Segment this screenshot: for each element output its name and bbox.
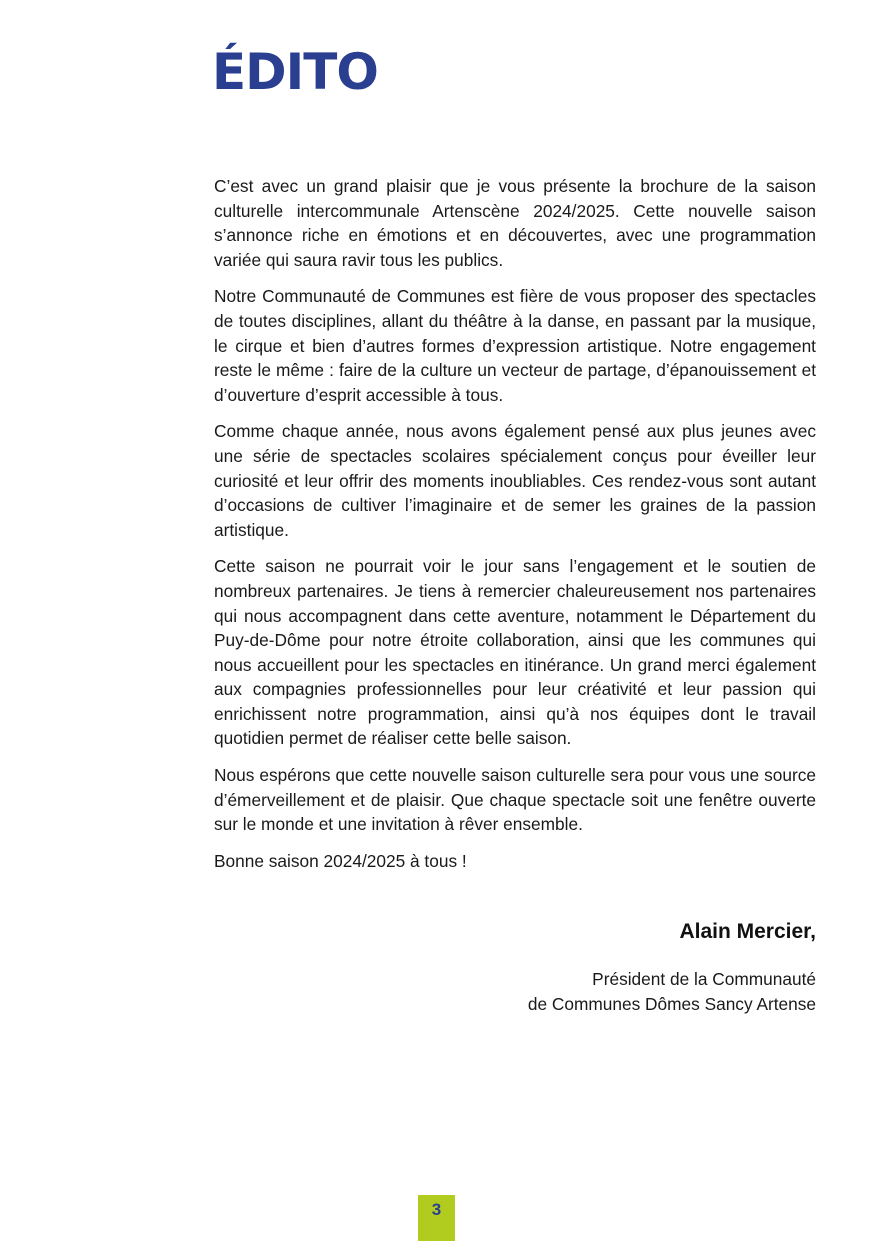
page-title: ÉDITO [212, 43, 378, 101]
paragraph-wishes: Nous espérons que cette nouvelle saison culturelle sera pour vous une source d’émerveillement et de plaisir. Que chaque spectacle soit une fenêtre ouverte sur le monde et une invitation à rêver ensemble. [214, 765, 816, 835]
paragraph-partners: Cette saison ne pourrait voir le jour sans l’engagement et le soutien de nombreux partenaires. Je tiens à remercier chaleureusement nos partenaires qui nous accompagnent dans cette aventure, notamment le Département du Puy-de-Dôme pour notre étroite collaboration, ainsi que les communes qui nous accueillent pour les spectacles en itinérance. Un grand merci également aux compagnies professionnelles pour leur créativité et leur passion qui enrichissent notre programmation, ainsi qu’à nos équipes dont le travail quotidien permet de réaliser cette belle saison. [214, 556, 816, 749]
signature-name: Alain Mercier, [679, 920, 816, 943]
signature-role-line-1: Président de la Communauté [592, 969, 816, 989]
paragraph-young-audience: Comme chaque année, nous avons également pensé aux plus jeunes avec une série de spectacles scolaires spécialement conçus pour éveiller leur curiosité et leur offrir des moments inoubliables. Ces rendez-vous sont autant d’occasions de cultiver l’imaginaire et de semer les graines de la passion artistique. [214, 421, 816, 540]
page-number-badge: 3 [418, 1195, 455, 1241]
editorial-body [214, 174, 816, 885]
signature-role-line-2: de Communes Dômes Sancy Artense [527, 994, 816, 1014]
signature-block [214, 917, 816, 1017]
paragraph-closing: Bonne saison 2024/2025 à tous ! [214, 850, 467, 871]
paragraph-intro: C’est avec un grand plaisir que je vous présente la brochure de la saison culturelle intercommunale Artenscène 2024/2025. Cette nouvelle saison s’annonce riche en émotions et en découvertes, avec une programmation variée qui saura ravir tous les publics. [214, 176, 816, 270]
paragraph-disciplines: Notre Communauté de Communes est fière de vous proposer des spectacles de toutes disciplines, allant du théâtre à la danse, en passant par la musique, le cirque et bien d’autres formes d’expression artistique. Notre engagement reste le même : faire de la culture un vecteur de partage, d’épanouissement et d’ouverture d’esprit accessible à tous. [214, 286, 816, 405]
